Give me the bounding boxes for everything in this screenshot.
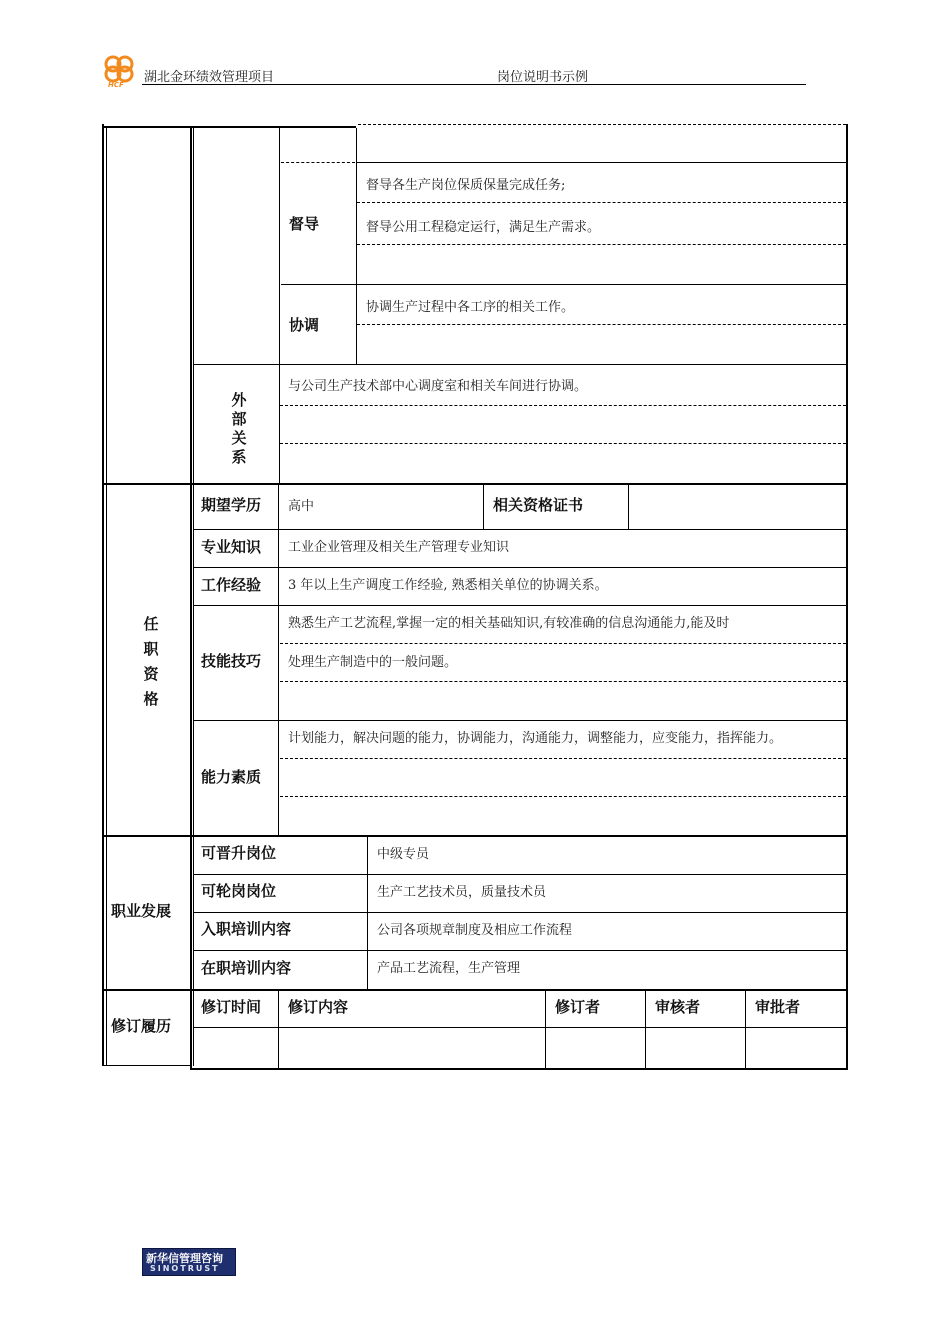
table-bottom-border [190,1068,848,1070]
skills-line-2: 处理生产制造中的一般问题。 [288,655,458,670]
section-column-divider-inner [193,128,194,1066]
revision-col-approver: 审批者 [755,998,801,1016]
qualifications-label-char: 格 [143,690,159,708]
certificate-value-divider [628,485,629,529]
ability-line-1: 计划能力，解决问题的能力，协调能力，沟通能力，调整能力，应变能力，指挥能力。 [288,731,783,746]
revision-col-divider-3 [645,991,646,1068]
external-dashed-2 [280,443,846,444]
supervise-bottom-line [281,284,846,285]
education-cert-divider [483,485,484,529]
revision-col-content: 修订内容 [288,998,349,1016]
skills-dashed-2 [280,681,846,682]
qualifications-label-divider [278,485,279,835]
career-row-line [193,950,846,951]
education-label: 期望学历 [201,496,262,514]
knowledge-label: 专业知识 [201,538,262,556]
skills-label: 技能技巧 [201,652,262,670]
external-label-char: 关 [231,429,247,447]
career-section-label: 职业发展 [111,902,172,920]
knowledge-bottom-line [193,567,846,568]
coordinate-dashed-1 [357,324,846,325]
relations-row-line [357,162,846,163]
hcf-logo-text: HCF [108,81,124,89]
ability-label: 能力素质 [201,768,262,786]
external-label-char: 系 [231,448,247,466]
skills-bottom-line [193,720,846,721]
qualifications-top-line [104,483,848,485]
sinotrust-logo [142,1248,236,1276]
ability-dashed-2 [280,796,846,797]
supervise-dashed-2 [357,244,846,245]
supervise-label: 督导 [289,215,320,233]
career-row-onboarding-label: 入职培训内容 [201,920,292,938]
experience-label: 工作经验 [201,576,262,594]
revision-section-label: 修订履历 [111,1017,172,1035]
table-left-border [102,124,104,1066]
revision-col-divider-4 [745,991,746,1068]
coordinate-label: 协调 [289,316,320,334]
relations-label-divider [356,128,357,364]
career-label-divider [367,837,368,989]
qualifications-section-label [141,612,161,712]
relations-top-dashed [281,162,355,163]
header-document-title: 岗位说明书示例 [497,70,589,85]
career-row-promotion-value: 中级专员 [377,847,430,862]
external-label-divider [279,365,280,483]
career-row-onboarding-value: 公司各项规章制度及相应工作流程 [377,923,573,938]
career-top-line [104,835,848,837]
qualifications-label-char: 任 [143,615,159,633]
qualifications-label-char: 职 [143,640,159,658]
ability-dashed-1 [280,758,846,759]
experience-value: 3 年以上生产调度工作经验, 熟悉相关单位的协调关系。 [288,578,608,593]
relations-bottom-line [193,364,846,365]
revision-col-date: 修订时间 [201,998,262,1016]
education-value: 高中 [288,499,315,514]
external-line-1: 与公司生产技术部中心调度室和相关车间进行协调。 [288,379,588,394]
header-project-title: 湖北金环绩效管理项目 [144,70,275,85]
revision-col-divider-2 [545,991,546,1068]
external-relations-label [229,391,249,467]
table-left-bottom-line [104,1065,191,1066]
career-row-line [193,874,846,875]
supervise-dashed-1 [357,202,846,203]
revision-col-divider-1 [278,991,279,1068]
table-left-inner-border [106,128,107,1066]
knowledge-value: 工业企业管理及相关生产管理专业知识 [288,540,510,555]
education-bottom-line [193,529,846,530]
table-right-border [846,124,848,1070]
experience-bottom-line [193,605,846,606]
table-top-border [102,126,356,128]
qualifications-label-char: 资 [143,665,159,683]
career-row-rotation-label: 可轮岗岗位 [201,882,277,900]
revision-col-reviser: 修订者 [555,998,601,1016]
career-row-inservice-label: 在职培训内容 [201,959,292,977]
coordinate-line-1: 协调生产过程中各工序的相关工作。 [366,300,575,315]
career-row-rotation-value: 生产工艺技术员，质量技术员 [377,885,547,900]
career-row-inservice-value: 产品工艺流程，生产管理 [377,961,521,976]
relations-subcolumn-divider [279,128,280,364]
hcf-logo [100,54,140,90]
sinotrust-logo-cn: 新华信管理咨询 [146,1252,223,1265]
external-label-char: 部 [231,410,247,428]
top-dashed-line [358,124,846,125]
skills-dashed-1 [280,643,846,644]
sinotrust-logo-en: SINOTRUST [150,1264,220,1273]
career-row-line [193,912,846,913]
header-divider [142,84,806,85]
supervise-line-2: 督导公用工程稳定运行，满足生产需求。 [366,220,601,235]
revision-col-reviewer: 审核者 [655,998,701,1016]
supervise-line-1: 督导各生产岗位保质保量完成任务; [366,178,566,193]
external-dashed-1 [280,405,846,406]
revision-top-line [104,989,848,991]
revision-header-line [193,1027,846,1028]
certificate-label: 相关资格证书 [493,496,584,514]
skills-line-1: 熟悉生产工艺流程,掌握一定的相关基础知识,有较准确的信息沟通能力,能及时 [288,616,730,631]
external-label-char: 外 [231,391,247,409]
career-row-promotion-label: 可晋升岗位 [201,844,277,862]
section-column-divider [190,128,192,1070]
